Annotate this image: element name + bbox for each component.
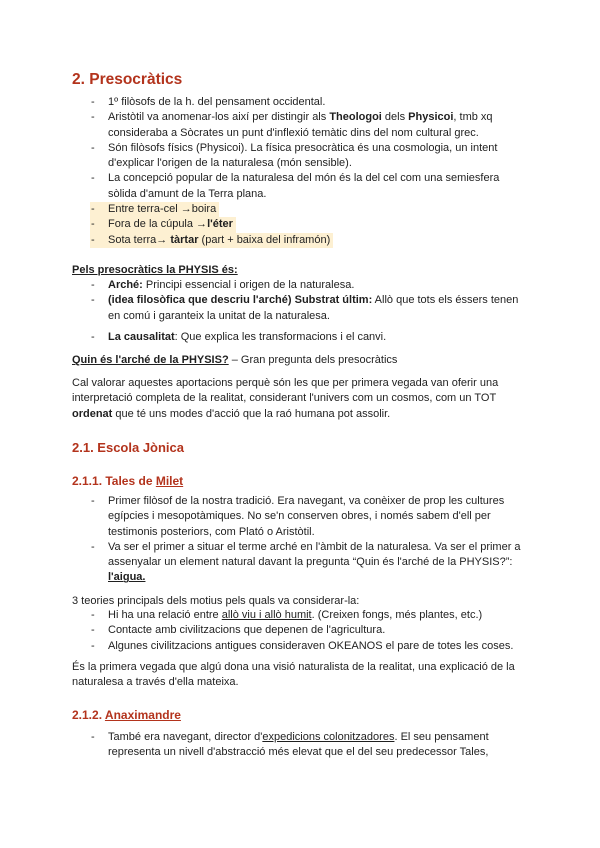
- text-run: Cal valorar aquestes aportacions perquè són les que per primera vegada van oferir una interpretació completa de la realitat, considerant l'univers com un cosmos, com un TOT: [72, 377, 499, 405]
- text-run: Sota terra→: [108, 233, 171, 246]
- physis-bullet-list: [72, 278, 522, 345]
- text-run: expedicions colonitzadores: [262, 731, 395, 743]
- physis-title: [72, 263, 527, 278]
- text-run: Principi essencial i origen de la naturalesa.: [142, 279, 355, 291]
- text-run: que té uns modes d'acció que la raó humana pot assolir.: [112, 407, 391, 420]
- question-rest: – Gran pregunta dels presocràtics: [228, 354, 398, 366]
- text-run: Entre terra-cel →boira: [108, 203, 217, 216]
- anaximandre-bullet-list: [72, 730, 522, 761]
- text-run: Physicoi: [408, 111, 454, 124]
- list-item: [72, 141, 522, 172]
- list-item: [72, 608, 522, 623]
- text-run: 1º filòsofs de la h. del pensament occidental.: [108, 96, 326, 108]
- text-run: allò viu i allò humit: [221, 609, 312, 621]
- text-run: També era navegant, director d': [108, 731, 263, 743]
- physis-title-text: Pels presocràtics la PHYSIS és:: [72, 264, 238, 276]
- text-run: . El seu pensament representa un nivell d'abstracció més elevat que el del seu predecessor Tales,: [108, 731, 489, 759]
- text-run: (part + baixa del inframón): [198, 233, 331, 246]
- text-run: . (Creixen fongs, més plantes, etc.): [311, 609, 483, 621]
- list-item: [72, 730, 522, 761]
- anax-heading-name: Anaximandre: [104, 708, 181, 722]
- text-run: Allò que tots els éssers tenen en comú i garanteix la unitat de la naturalesa.: [108, 294, 519, 322]
- valorar-paragraph: [72, 376, 527, 422]
- text-run: La concepció popular de la naturalesa del món és la del cel com una semiesfera sòlida d'amunt de la Terra plana.: [108, 172, 500, 200]
- section-heading-escola-jonica: 2.1. Escola Jònica: [72, 440, 185, 455]
- text-run: Arché:: [108, 279, 143, 291]
- highlighted-list-item: [90, 202, 219, 217]
- list-item: [72, 623, 522, 638]
- list-item: [72, 95, 522, 110]
- naturalista-paragraph: És la primera vegada que algú dona una visió naturalista de la realitat, una explicació de la naturalesa a través d'ella mateixa.: [72, 661, 515, 689]
- theories-title: 3 teories principals dels motius pels quals va considerar-la:: [72, 595, 360, 607]
- question-label: Quin és l'arché de la PHYSIS?: [72, 354, 229, 366]
- tales-heading-name: Milet: [155, 474, 184, 488]
- list-item: [72, 293, 522, 324]
- tales-bullet-list: [72, 494, 522, 586]
- text-run: Theologoi: [329, 111, 382, 124]
- list-item: [72, 639, 522, 654]
- tales-heading-prefix: 2.1.1. Tales de: [72, 474, 156, 488]
- theories-bullet-list: [72, 608, 522, 654]
- intro-bullet-list: [72, 95, 522, 248]
- text-run: Contacte amb civilitzacions que depenen de l'agricultura.: [108, 624, 386, 637]
- list-item: [72, 540, 522, 586]
- subsection-heading-anaximandre: [72, 708, 181, 722]
- text-run: Va ser el primer a situar el terme arché en l'àmbit de la naturalesa. Va ser el primer a assenyalar un element natural davant la pregunta “Quin és l'arché de la PHYSIS?”:: [108, 540, 521, 569]
- text-run: La causalitat: [108, 330, 175, 343]
- text-run: l'éter: [207, 218, 233, 231]
- text-run: : Que explica les transformacions i el canvi.: [174, 330, 387, 343]
- text-run: Són filòsofs físics (Physicoi). La física presocràtica és una cosmologia, un intent d'explicar l'origen de la naturalesa (món sensible).: [108, 141, 498, 170]
- text-run: , tmb xq consideraba a Sòcrates un punt d'inflexió temàtic dins del nom cultural grec.: [108, 111, 493, 139]
- text-run: (idea filosòfica que descriu l'arché) Substrat últim:: [108, 294, 373, 307]
- list-item: [72, 494, 522, 540]
- subsection-heading-tales: [72, 474, 183, 488]
- text-run: dels: [381, 111, 409, 124]
- section-heading-presocratics: 2. Presocràtics: [72, 71, 183, 88]
- text-run: Primer filòsof de la nostra tradició. Era navegant, va conèixer de prop les cultures egípcies i mesopotàmiques. No se'n conserven obres, i només sabem d'ell per testimonis posteriors, com Plató o Aristòtil.: [108, 495, 505, 538]
- anax-heading-prefix: 2.1.2.: [72, 708, 105, 722]
- text-run: tàrtar: [170, 233, 199, 246]
- list-item: [72, 330, 522, 345]
- highlighted-list-item: [90, 233, 333, 248]
- text-run: Algunes civilitzacions antigues consideraven OKEANOS el pare de totes les coses.: [108, 639, 514, 652]
- list-item: [72, 171, 522, 202]
- text-run: ordenat: [72, 407, 113, 420]
- list-item: [72, 110, 522, 141]
- text-run: Hi ha una relació entre: [108, 609, 222, 621]
- text-run: Aristòtil va anomenar-los així per distingir als: [108, 111, 330, 124]
- text-run: l'aigua.: [108, 571, 146, 584]
- highlighted-list-item: [90, 217, 236, 232]
- physis-question: [72, 353, 527, 368]
- list-item: [72, 278, 522, 293]
- text-run: Fora de la cúpula →: [108, 218, 208, 231]
